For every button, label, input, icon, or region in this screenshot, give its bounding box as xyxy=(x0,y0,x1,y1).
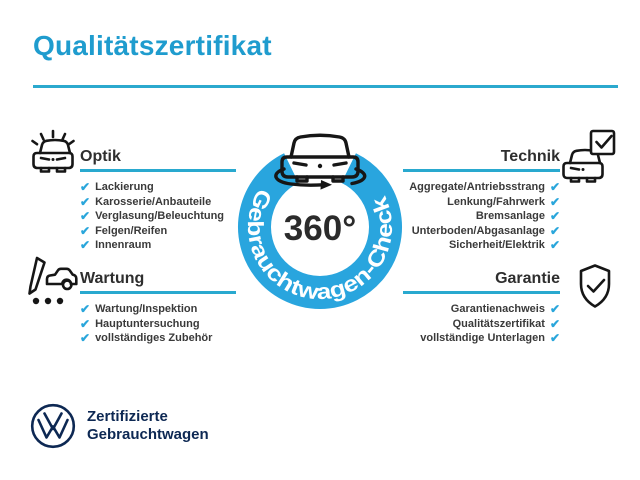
check-item xyxy=(80,238,236,253)
check-icon: ✔ xyxy=(549,209,560,224)
check-item-label: Unterboden/Abgasanlage xyxy=(411,224,545,237)
section-underline xyxy=(403,291,560,294)
check-item-label: Lackierung xyxy=(95,181,154,194)
shield-check-icon xyxy=(575,263,615,311)
check-icon: ✔ xyxy=(549,302,560,317)
check-icon: ✔ xyxy=(549,316,560,331)
check-icon: ✔ xyxy=(549,238,560,253)
check-icon: ✔ xyxy=(80,302,91,317)
check-item-label: Karosserie/Anbauteile xyxy=(95,195,212,208)
section-underline xyxy=(80,169,236,172)
check-item-label: Bremsanlage xyxy=(475,210,545,223)
check-list xyxy=(403,302,560,346)
360-check-badge xyxy=(230,122,410,314)
check-item-label: Innenraum xyxy=(95,239,152,252)
check-list xyxy=(80,180,236,253)
check-item xyxy=(403,209,560,224)
check-list xyxy=(403,180,560,253)
badge-ring-label: Gebrauchtwagen-Check xyxy=(242,185,398,305)
check-item-label: Sicherheit/Elektrik xyxy=(448,239,545,252)
check-item xyxy=(403,317,560,332)
check-item-label: Verglasung/Beleuchtung xyxy=(95,210,225,223)
check-item-label: Garantienachweis xyxy=(450,303,545,316)
check-item xyxy=(403,195,560,210)
check-item-label: vollständige Unterlagen xyxy=(420,332,545,345)
check-list xyxy=(80,302,236,346)
check-icon: ✔ xyxy=(549,331,560,346)
section-underline xyxy=(80,291,236,294)
check-item xyxy=(80,180,236,195)
check-icon: ✔ xyxy=(80,238,91,253)
section-title: Optik xyxy=(80,148,121,165)
section-optik xyxy=(80,148,236,253)
check-item xyxy=(80,224,236,239)
page-title: Qualitätszertifikat xyxy=(33,30,272,61)
vw-logo xyxy=(29,402,77,450)
check-item-label: Aggregate/Antriebsstrang xyxy=(409,181,545,194)
check-item xyxy=(80,209,236,224)
check-item-label: Hauptuntersuchung xyxy=(95,317,200,330)
service-checklist-icon xyxy=(28,255,80,307)
check-item xyxy=(403,238,560,253)
check-item xyxy=(80,302,236,317)
check-item xyxy=(403,331,560,346)
brand-footer xyxy=(29,402,209,450)
title-divider xyxy=(33,85,618,88)
check-icon: ✔ xyxy=(80,316,91,331)
check-icon: ✔ xyxy=(80,180,91,195)
section-title: Technik xyxy=(500,148,560,165)
check-item xyxy=(80,317,236,332)
check-item xyxy=(403,180,560,195)
section-title: Wartung xyxy=(80,270,145,287)
check-item xyxy=(80,331,236,346)
check-icon: ✔ xyxy=(549,180,560,195)
check-icon: ✔ xyxy=(80,194,91,209)
check-icon: ✔ xyxy=(549,223,560,238)
car-checkbox-icon xyxy=(561,129,617,187)
check-icon: ✔ xyxy=(549,194,560,209)
brand-claim xyxy=(87,408,209,444)
check-icon: ✔ xyxy=(80,331,91,346)
check-icon: ✔ xyxy=(80,209,91,224)
badge-center-label: 360° xyxy=(283,209,357,248)
car-shine-icon xyxy=(28,129,78,187)
check-icon: ✔ xyxy=(80,223,91,238)
check-item-label: vollständiges Zubehör xyxy=(95,332,213,345)
section-garantie xyxy=(403,270,560,346)
section-title: Garantie xyxy=(495,270,560,287)
check-item xyxy=(403,302,560,317)
section-technik xyxy=(403,148,560,253)
check-item xyxy=(403,224,560,239)
check-item-label: Wartung/Inspektion xyxy=(95,303,198,316)
check-item-label: Felgen/Reifen xyxy=(95,224,168,237)
check-item-label: Lenkung/Fahrwerk xyxy=(447,195,545,208)
brand-line-2: Gebrauchtwagen xyxy=(87,426,209,443)
section-wartung xyxy=(80,270,236,346)
check-item xyxy=(80,195,236,210)
section-underline xyxy=(403,169,560,172)
check-item-label: Qualitätszertifikat xyxy=(452,317,545,330)
brand-line-1: Zertifizierte xyxy=(87,408,168,425)
